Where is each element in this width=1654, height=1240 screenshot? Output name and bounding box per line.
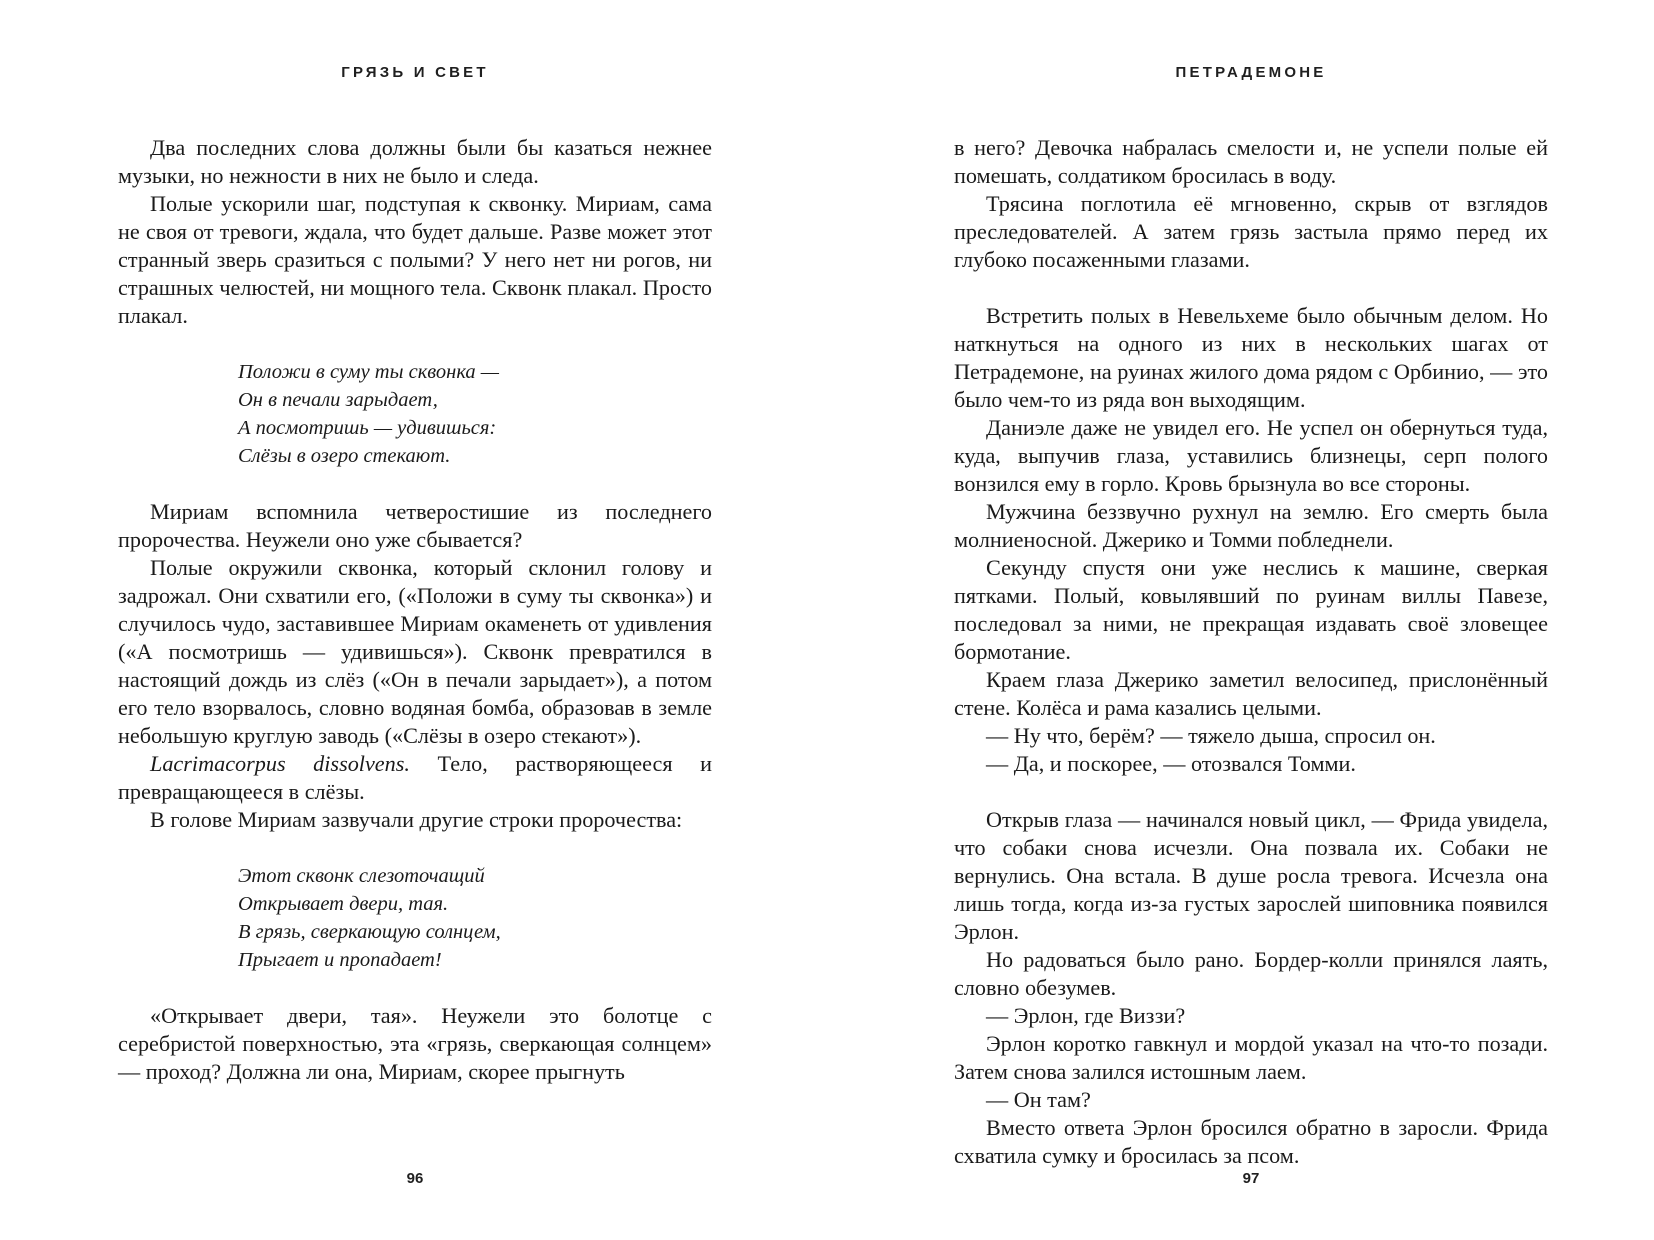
paragraph: «Открывает двери, тая». Неужели это болотце с серебристой поверхностью, эта «грязь, сверкающая солнцем» — проход? Должна ли она, Мириам, скорее прыгнуть [118, 1003, 712, 1084]
paragraph: Краем глаза Джерико заметил велосипед, прислонённый стене. Колёса и рама казались целыми. [954, 667, 1548, 720]
verse-line: Прыгает и пропадает! [238, 949, 442, 971]
verse-stanza-2 [118, 862, 712, 974]
paragraph: В голове Мириам зазвучали другие строки пророчества: [150, 807, 683, 832]
paragraph: Два последних слова должны были бы казаться нежнее музыки, но нежности в них не было и следа. [118, 135, 712, 188]
verse-stanza-1 [118, 358, 712, 470]
verse-line: Этот сквонк слезоточащий [238, 865, 485, 887]
right-running-head: ПЕТРАДЕМОНЕ [1175, 64, 1327, 81]
left-page [118, 0, 712, 1240]
paragraph: Встретить полых в Невельхеме было обычным делом. Но наткнуться на одного из них в нескольких шагах от Петрадемоне, на руинах жилого дома рядом с Орбинио, — это было чем-то из ряда вон выходящим. [954, 303, 1548, 412]
paragraph: Эрлон коротко гавкнул и мордой указал на что-то позади. Затем снова залился истошным лаем. [954, 1031, 1548, 1084]
paragraph: Но радоваться было рано. Бордер-колли принялся лаять, словно обезумев. [954, 947, 1548, 1000]
right-page-number: 97 [1242, 1170, 1260, 1187]
right-body-text [954, 134, 1548, 1170]
left-body-text [118, 134, 712, 1086]
latin-rest: Тело, растворяющееся и превращающееся в слёзы. [118, 751, 712, 804]
verse-line: Открывает двери, тая. [238, 893, 449, 915]
dialogue-line: — Эрлон, где Виззи? [986, 1003, 1186, 1028]
paragraph: Трясина поглотила её мгновенно, скрыв от взглядов преследователей. А затем грязь застыла прямо перед их глубоко посаженными глазами. [954, 191, 1548, 272]
paragraph: Мужчина беззвучно рухнул на землю. Его смерть была молниеносной. Джерико и Томми побледнели. [954, 499, 1548, 552]
verse-line: А посмотришь — удивишься: [238, 417, 497, 439]
verse-line: Положи в суму ты сквонка — [238, 361, 500, 383]
left-running-head: ГРЯЗЬ И СВЕТ [341, 64, 489, 81]
paragraph: Даниэле даже не увидел его. Не успел он обернуться туда, куда, выпучив глаза, уставились близнецы, серп полого вонзился ему в горло. Кровь брызнула во все стороны. [954, 415, 1548, 496]
verse-line: В грязь, сверкающую солнцем, [238, 921, 501, 943]
paragraph: Вместо ответа Эрлон бросился обратно в заросли. Фрида схватила сумку и бросилась за псом. [954, 1115, 1548, 1168]
verse-line: Слёзы в озеро стекают. [238, 445, 451, 467]
dialogue-line: — Ну что, берём? — тяжело дыша, спросил он. [986, 723, 1436, 748]
paragraph-latin [118, 750, 712, 806]
paragraph: Секунду спустя они уже неслись к машине, сверкая пятками. Полый, ковылявший по руинам виллы Павезе, последовал за ними, не прекращая издавать своё зловещее бормотание. [954, 555, 1548, 664]
paragraph: Мириам вспомнила четверостишие из последнего пророчества. Неужели оно уже сбывается? [118, 499, 712, 552]
dialogue-line: — Он там? [986, 1087, 1091, 1112]
paragraph: Полые ускорили шаг, подступая к сквонку. Мириам, сама не своя от тревоги, ждала, что будет дальше. Разве может этот странный зверь сразиться с полыми? У него нет ни рогов, ни страшных челюстей, ни мощного тела. Сквонк плакал. Просто плакал. [118, 191, 712, 328]
latin-term: Lacrimacorpus dissolvens. [150, 751, 410, 776]
left-page-number: 96 [406, 1170, 424, 1187]
paragraph: Открыв глаза — начинался новый цикл, — Фрида увидела, что собаки снова исчезли. Она позвала их. Собаки не вернулись. Она встала. В душе росла тревога. Исчезла она лишь тогда, когда из-за густых зарослей шиповника появился Эрлон. [954, 807, 1548, 944]
paragraph: в него? Девочка набралась смелости и, не успели полые ей помешать, солдатиком бросилась в воду. [954, 135, 1548, 188]
paragraph: Полые окружили сквонка, который склонил голову и задрожал. Они схватили его, («Положи в суму ты сквонка») и случилось чудо, заставившее Мириам окаменеть от удивления («А посмотришь — удивишься»). Сквонк превратился в настоящий дождь из слёз («Он в печали зарыдает»), а потом его тело взорвалось, словно водяная бомба, образовав в земле небольшую круглую заводь («Слёзы в озеро стекают»). [118, 555, 712, 748]
dialogue-line: — Да, и поскорее, — отозвался Томми. [986, 751, 1356, 776]
right-page [954, 0, 1548, 1240]
verse-line: Он в печали зарыдает, [238, 389, 438, 411]
